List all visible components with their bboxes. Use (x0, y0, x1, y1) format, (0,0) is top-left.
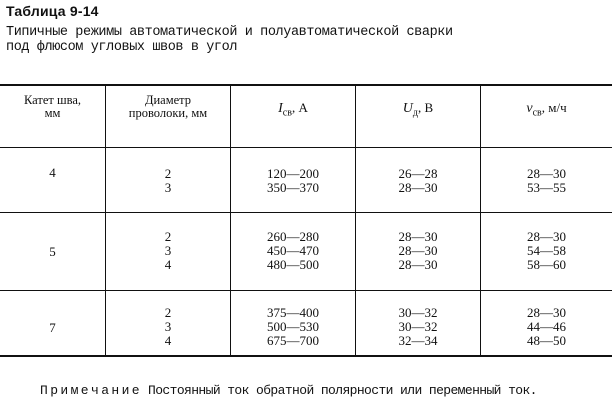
table-top-rule (0, 84, 612, 86)
table-cell: 48—50 (527, 333, 566, 348)
table-cell: 450—470 (267, 243, 319, 258)
table-cell: 26—28 (398, 166, 438, 181)
table-cell: 28—30 (527, 305, 566, 320)
current-cell (231, 306, 355, 348)
table-cell: 4 (164, 333, 172, 348)
table-cell: 30—32 (398, 305, 438, 320)
voltage-cell (356, 167, 480, 195)
title-line-2: под флюсом угловых швов в угол (6, 40, 238, 55)
group-rule-1 (0, 212, 612, 213)
table-cell: 28—30 (398, 257, 438, 272)
note-text: Постоянный ток обратной полярности или переменный ток. (148, 383, 537, 398)
table-cell: 120—200 (267, 166, 319, 181)
header-diameter-line2: проволоки, мм (128, 106, 208, 120)
table-cell: 375—400 (267, 305, 319, 320)
table-cell: 675—700 (267, 333, 319, 348)
table-cell: 53—55 (527, 180, 566, 195)
table-cell: 28—30 (398, 243, 438, 258)
header-current-sub: св (282, 107, 292, 119)
diameter-cell (106, 230, 230, 272)
table-caption: Таблица 9-14 (6, 3, 99, 19)
header-speed-sub: св (532, 107, 542, 119)
header-current-unit: , А (291, 100, 308, 115)
table-bottom-rule (0, 355, 612, 357)
table-cell: 54—58 (527, 243, 566, 258)
header-speed-symbol: v (526, 101, 533, 116)
header-speed (481, 100, 612, 119)
table-cell: 28—30 (527, 229, 566, 244)
header-voltage-sub: д (412, 107, 419, 119)
table-cell: 2 (164, 166, 172, 181)
voltage-cell (356, 306, 480, 348)
note-label: Примечание (40, 383, 143, 398)
table-cell: 44—46 (527, 319, 566, 334)
table-cell: 28—30 (527, 166, 566, 181)
group-rule-2 (0, 290, 612, 291)
table-cell: 30—32 (398, 319, 438, 334)
table-note (40, 383, 537, 398)
table-cell: 28—30 (398, 180, 438, 195)
table-title (6, 25, 606, 55)
table-cell: 58—60 (527, 257, 566, 272)
header-speed-unit: , м/ч (541, 100, 567, 115)
current-cell (231, 230, 355, 272)
table-cell: 500—530 (267, 319, 319, 334)
table-cell: 3 (164, 180, 172, 195)
table-cell: 2 (164, 229, 172, 244)
header-voltage-unit: , В (418, 100, 434, 115)
diameter-cell (106, 306, 230, 348)
speed-cell (481, 230, 612, 272)
table-cell: 480—500 (267, 257, 319, 272)
speed-cell (481, 167, 612, 195)
table-cell: 260—280 (267, 229, 319, 244)
table-cell: 350—370 (267, 180, 319, 195)
title-line-1: Типичные режимы автоматической и полуавтоматической сварки (6, 25, 453, 40)
table-cell: 4 (164, 257, 172, 272)
table-cell: 2 (164, 305, 172, 320)
header-katet-line2: мм (44, 106, 61, 120)
header-katet-line1: Катет шва, (23, 93, 82, 107)
header-katet (0, 94, 105, 120)
header-current-symbol: I (278, 101, 283, 116)
header-current (231, 100, 355, 119)
current-cell (231, 167, 355, 195)
data-table (0, 84, 612, 357)
table-cell: 3 (164, 243, 172, 258)
header-diameter (106, 94, 230, 120)
katet-cell-5: 5 (49, 244, 56, 259)
table-cell: 32—34 (398, 333, 438, 348)
speed-cell (481, 306, 612, 348)
table-cell: 28—30 (398, 229, 438, 244)
header-voltage-symbol: U (402, 101, 413, 116)
header-rule (0, 147, 612, 148)
header-voltage (356, 100, 480, 119)
katet-cell-4: 4 (49, 165, 56, 180)
header-diameter-line1: Диаметр (144, 93, 192, 107)
diameter-cell (106, 167, 230, 195)
katet-cell-7: 7 (49, 320, 56, 335)
voltage-cell (356, 230, 480, 272)
table-cell: 3 (164, 319, 172, 334)
